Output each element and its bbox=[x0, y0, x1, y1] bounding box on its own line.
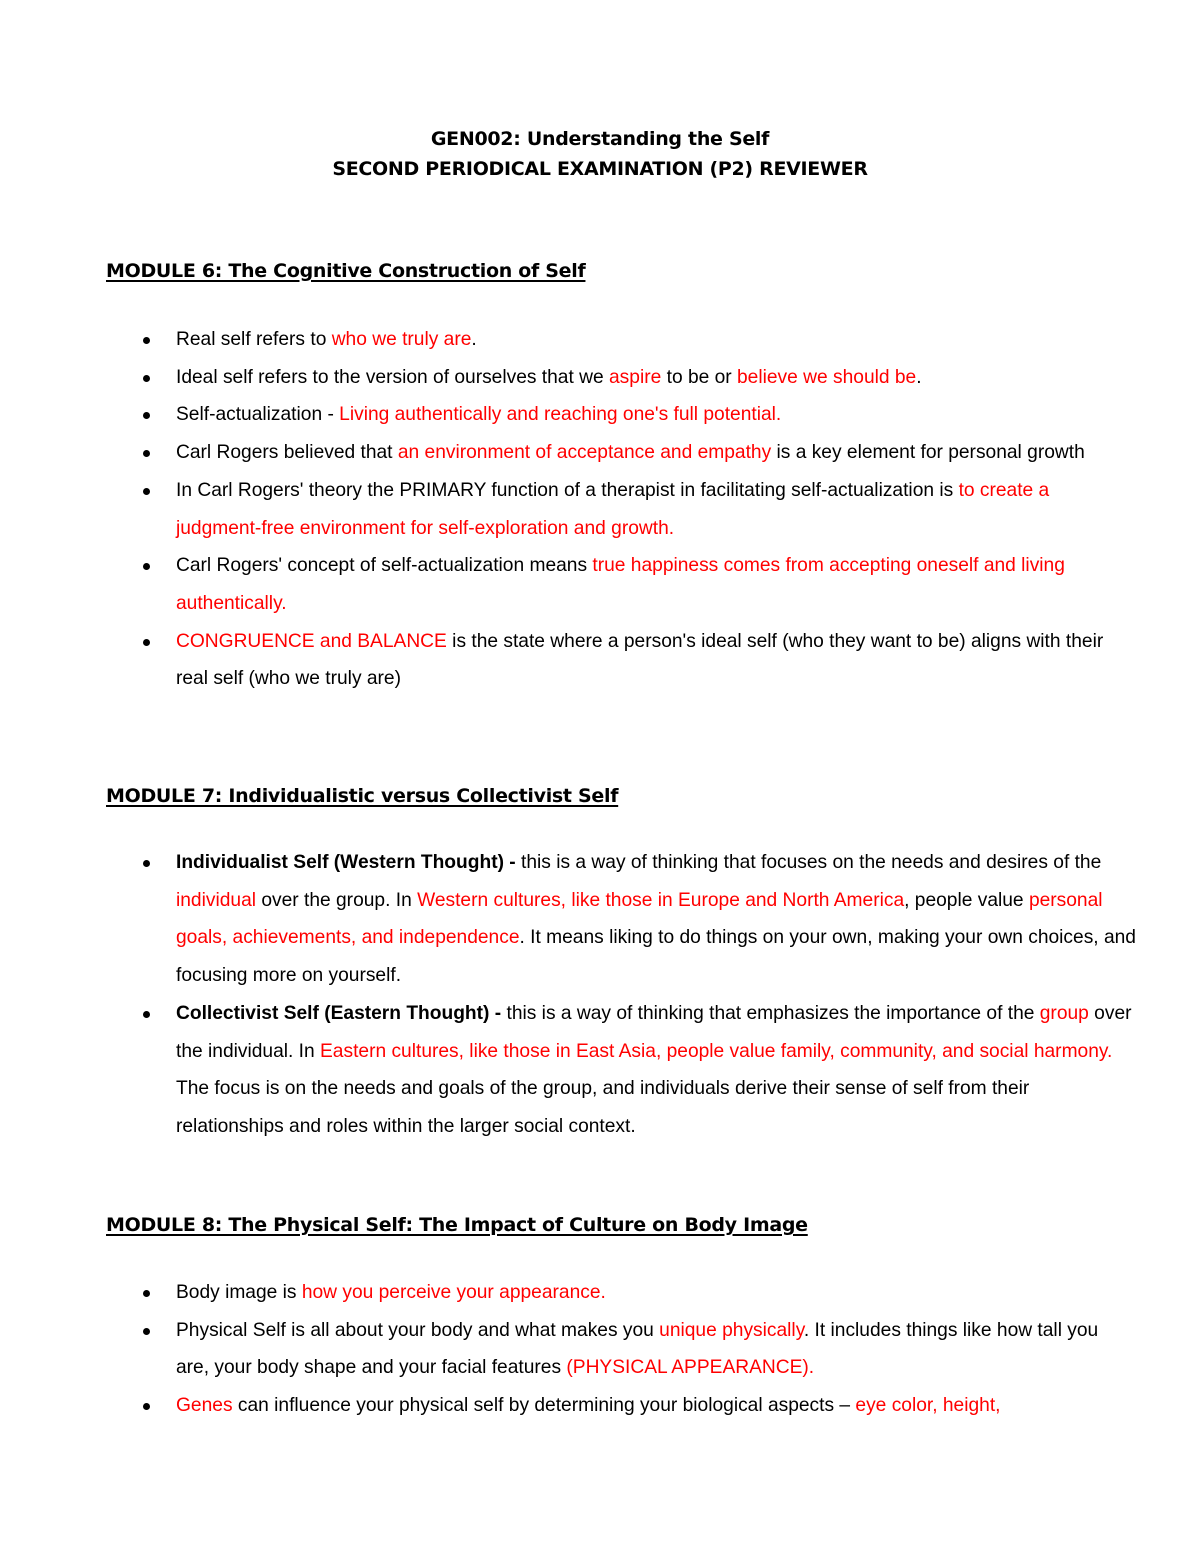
list-item: Genes can influence your physical self by determining your biological aspects – eye color, height, bbox=[176, 1387, 1136, 1425]
list-item: Individualist Self (Western Thought) - this is a way of thinking that focuses on the needs and desires of the individual over the group. In Western cultures, like those in Europe and North America, people value personal goals, achievements, and independence. It means liking to do things on your own, making your own choices, and focusing more on yourself. bbox=[176, 844, 1136, 995]
module-7-list bbox=[176, 844, 1136, 1146]
list-item: Collectivist Self (Eastern Thought) - this is a way of thinking that emphasizes the importance of the group over the individual. In Eastern cultures, like those in East Asia, people value family, community, and social harmony. The focus is on the needs and goals of the group, and individuals derive their sense of self from their relationships and roles within the larger social context. bbox=[176, 995, 1136, 1146]
module-7-heading: MODULE 7: Individualistic versus Collectivist Self bbox=[106, 785, 619, 807]
list-item: Carl Rogers believed that an environment of acceptance and empathy is a key element for personal growth bbox=[176, 434, 1136, 472]
list-item: Self-actualization - Living authentically and reaching one's full potential. bbox=[176, 396, 1136, 434]
course-title: GEN002: Understanding the Self bbox=[430, 128, 770, 150]
list-item: Physical Self is all about your body and what makes you unique physically. It includes things like how tall you are, your body shape and your facial features (PHYSICAL APPEARANCE). bbox=[176, 1312, 1136, 1387]
module-8-heading: MODULE 8: The Physical Self: The Impact of Culture on Body Image bbox=[106, 1214, 808, 1236]
exam-title: SECOND PERIODICAL EXAMINATION (P2) REVIEWER bbox=[332, 158, 868, 180]
module-8-list bbox=[176, 1274, 1136, 1425]
module-6-heading: MODULE 6: The Cognitive Construction of Self bbox=[106, 260, 586, 282]
list-item: Body image is how you perceive your appearance. bbox=[176, 1274, 1136, 1312]
list-item: Carl Rogers' concept of self-actualization means true happiness comes from accepting oneself and living authentically. bbox=[176, 547, 1136, 622]
module-6-list bbox=[176, 321, 1136, 698]
list-item: In Carl Rogers' theory the PRIMARY function of a therapist in facilitating self-actualization is to create a judgment-free environment for self-exploration and growth. bbox=[176, 472, 1136, 547]
list-item: Real self refers to who we truly are. bbox=[176, 321, 1136, 359]
list-item: Ideal self refers to the version of ourselves that we aspire to be or believe we should be. bbox=[176, 359, 1136, 397]
list-item: CONGRUENCE and BALANCE is the state where a person's ideal self (who they want to be) aligns with their real self (who we truly are) bbox=[176, 623, 1136, 698]
